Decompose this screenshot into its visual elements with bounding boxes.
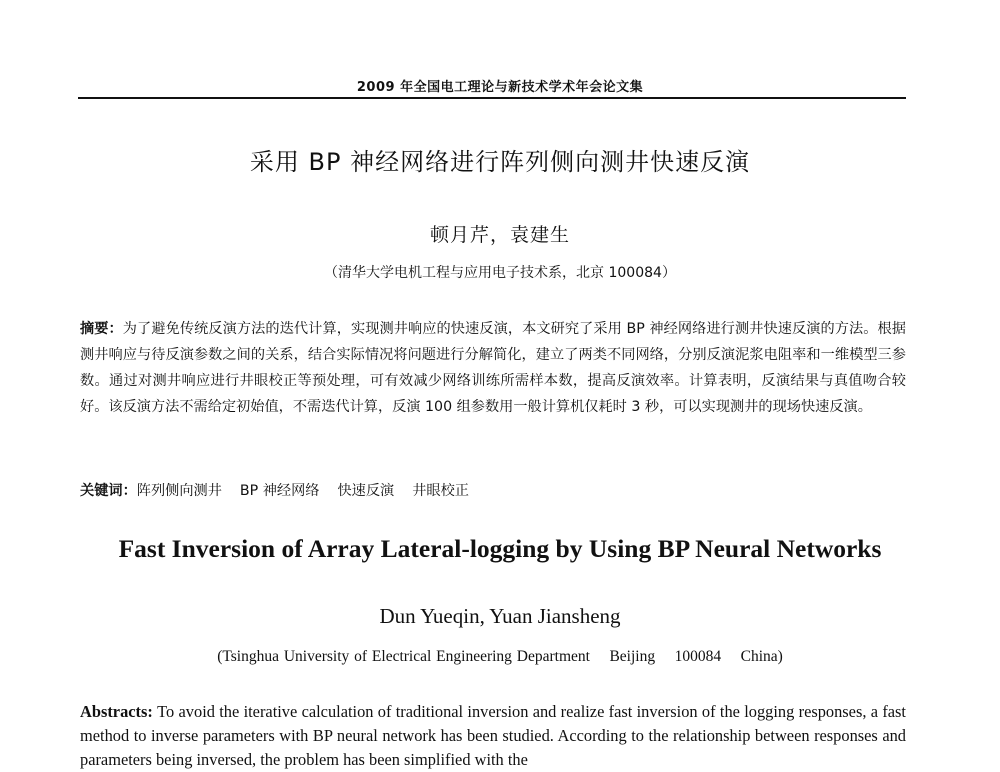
chinese-keywords	[80, 480, 906, 500]
chinese-authors: 顿月芹，袁建生	[429, 224, 570, 246]
english-abstract	[80, 700, 906, 772]
chinese-abstract	[80, 316, 906, 420]
chinese-keywords-label: 关键词：	[80, 483, 137, 499]
english-affiliation: (Tsinghua University of Electrical Engineering Department Beijing 100084 China)	[217, 648, 783, 665]
english-authors: Dun Yueqin, Yuan Jiansheng	[379, 604, 621, 628]
english-abstract-label: Abstracts:	[80, 702, 153, 721]
header-rule	[78, 97, 906, 99]
chinese-abstract-label: 摘要：	[80, 321, 123, 337]
keyword: BP 神经网络	[239, 483, 320, 499]
chinese-title: 采用 BP 神经网络进行阵列侧向测井快速反演	[249, 148, 751, 176]
chinese-abstract-text: 为了避免传统反演方法的迭代计算，实现测井响应的快速反演，本文研究了采用 BP 神经网络进行测井快速反演的方法。根据测井响应与待反演参数之间的关系，结合实际情况将问题进行分解简化，建立了两类不同网络，分别反演泥浆电阻率和一维模型三参数。通过对测井响应进行井眼校正等预处理，可有效减少网络训练所需样本数，提高反演效率。计算表明，反演结果与真值吻合较好。该反演方法不需给定初始值，不需迭代计算，反演 100 组参数用一般计算机仅耗时 3 秒，可以实现测井的现场快速反演。	[80, 321, 906, 415]
english-title: Fast Inversion of Array Lateral-logging by Using BP Neural Networks	[118, 534, 882, 563]
keyword: 快速反演	[337, 483, 395, 499]
chinese-affiliation: （清华大学电机工程与应用电子技术系，北京 100084）	[324, 265, 676, 281]
running-head: 2009 年全国电工理论与新技术学术年会论文集	[356, 80, 644, 95]
keyword: 阵列侧向测井	[136, 483, 222, 499]
english-abstract-text: To avoid the iterative calculation of traditional inversion and realize fast inversion of the logging responses, a fast method to inverse parameters with BP neural network has been studied. According to the relationship between responses and parameters being inversed, the problem has been simplified with the	[80, 702, 906, 769]
keyword: 井眼校正	[412, 483, 469, 499]
